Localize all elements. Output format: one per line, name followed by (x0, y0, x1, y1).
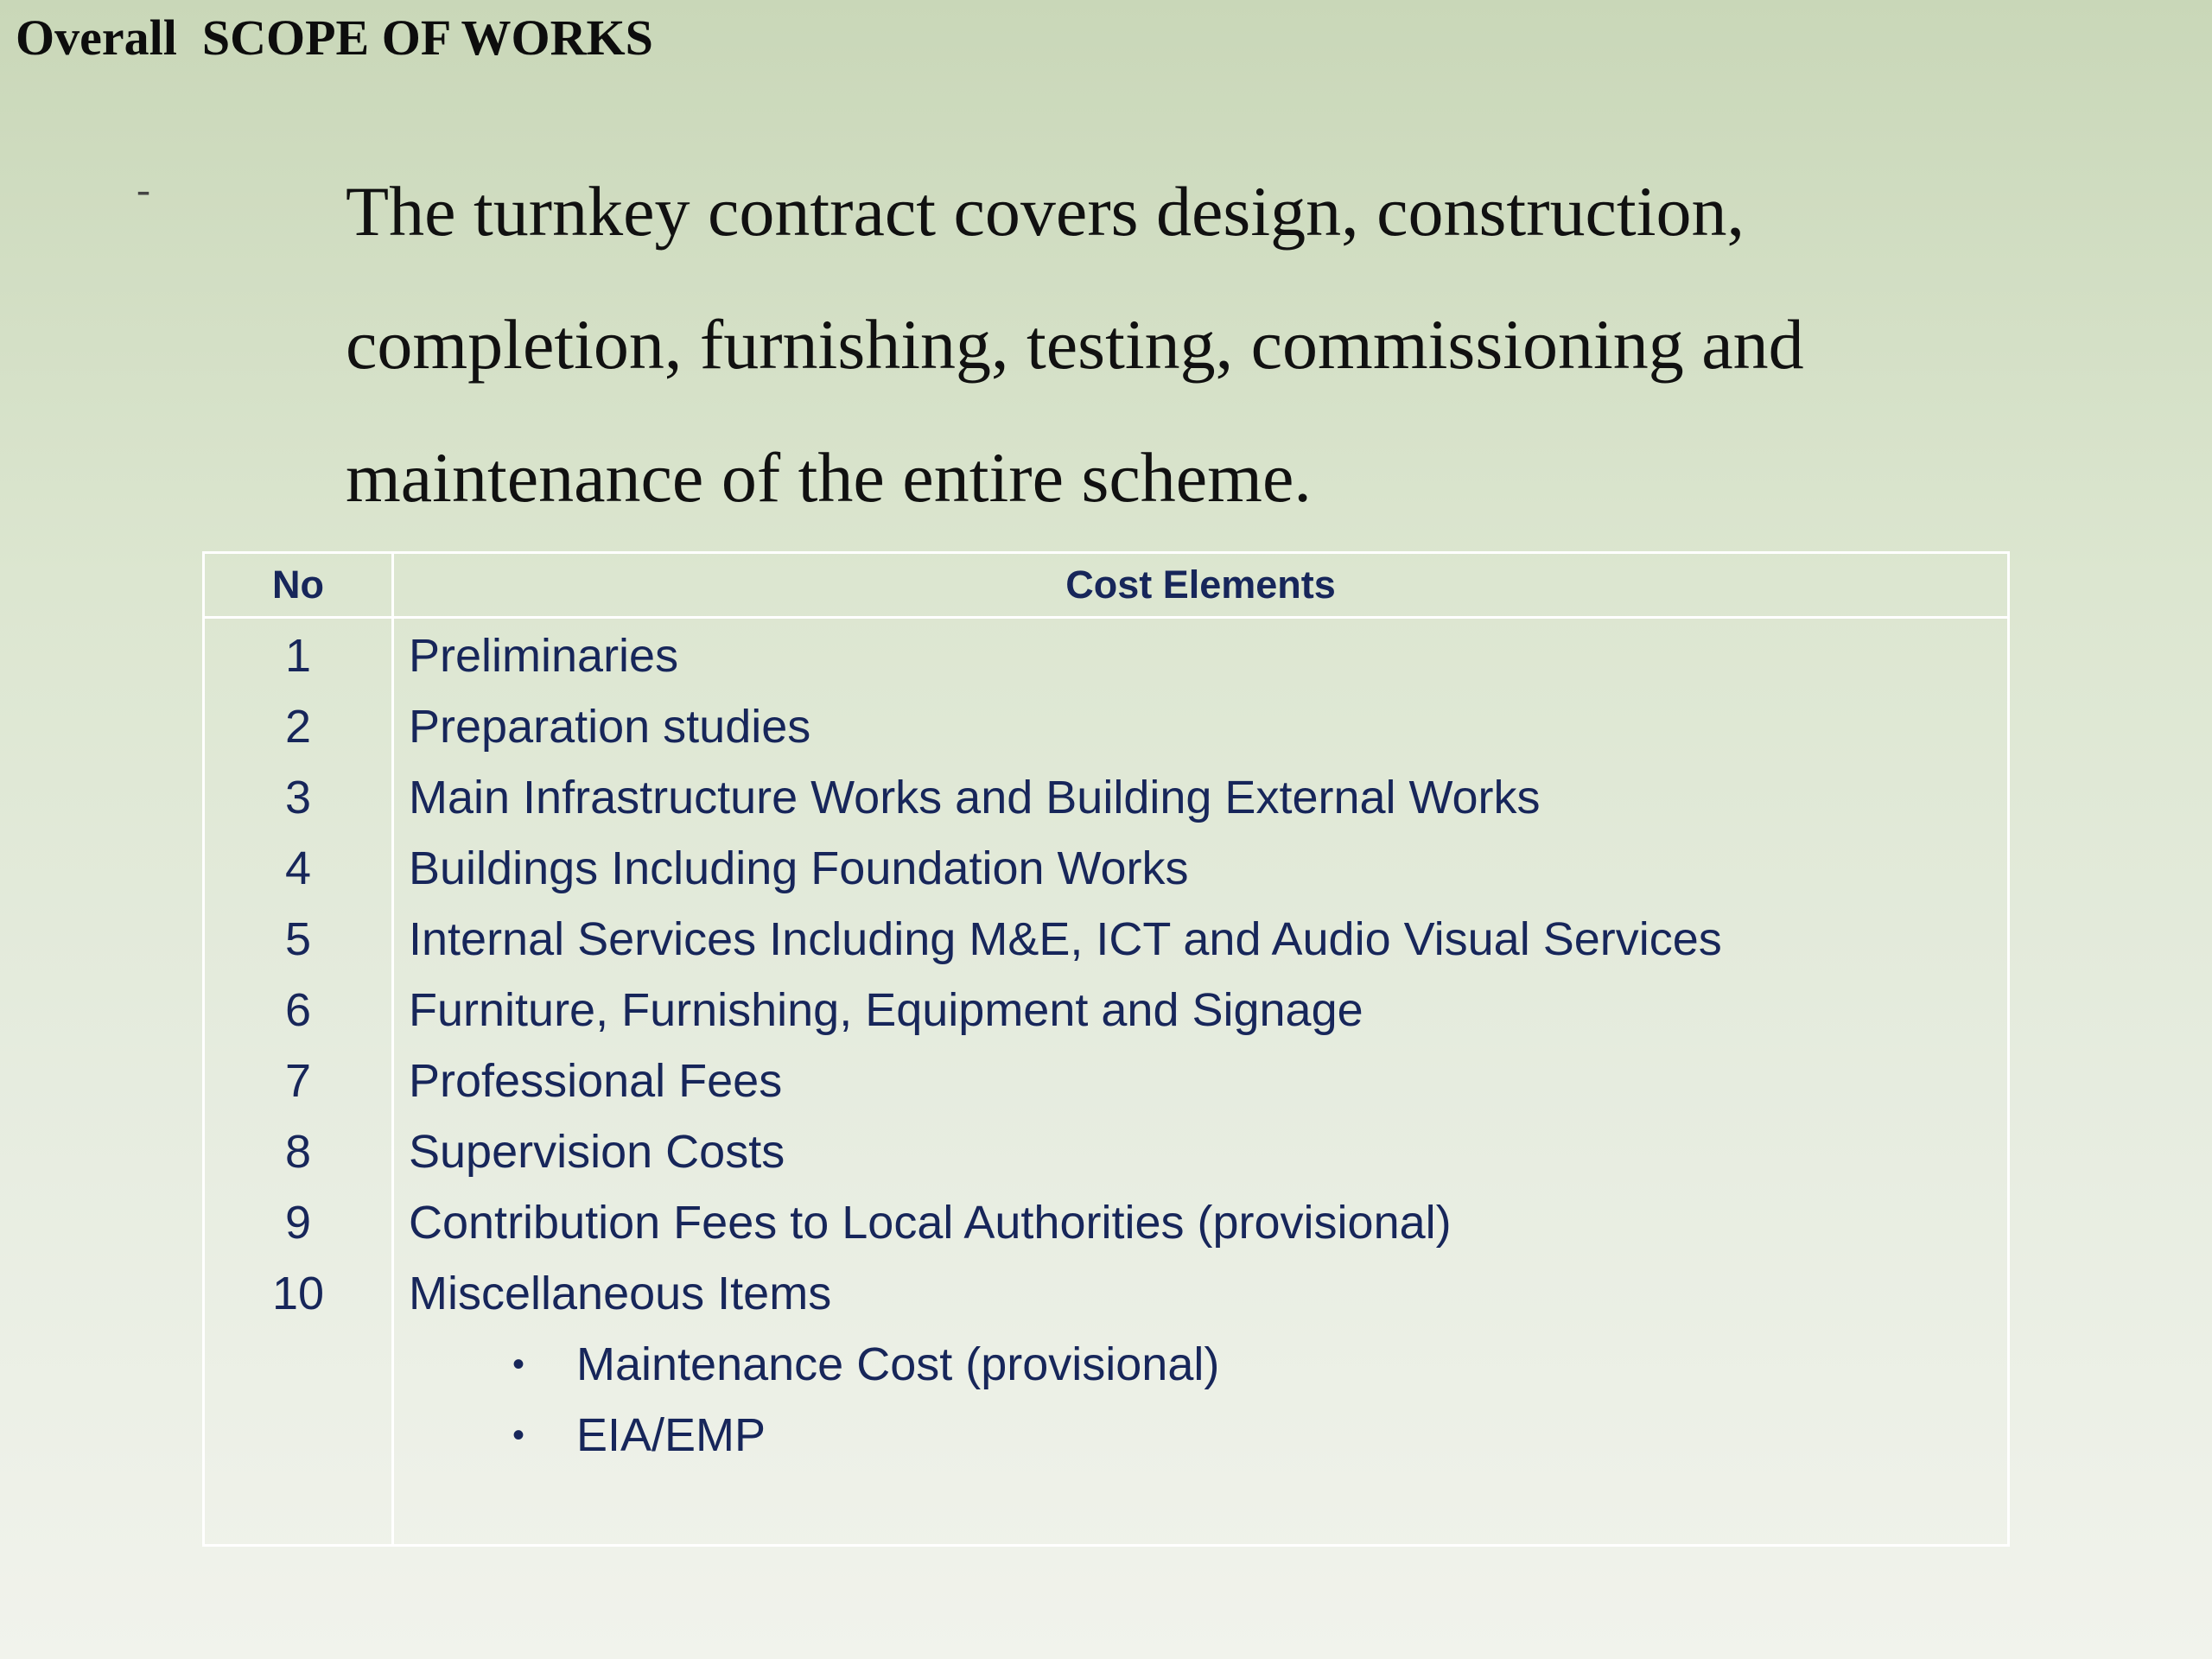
bullet-icon: • (512, 1345, 525, 1383)
table-row (205, 762, 2007, 833)
table-row (205, 1258, 2007, 1329)
table-row (205, 691, 2007, 762)
row-number: 10 (271, 1268, 325, 1319)
cost-element: Buildings Including Foundation Works (409, 842, 1189, 894)
row-number: 5 (284, 913, 312, 965)
cost-element: Professional Fees (409, 1055, 783, 1107)
cost-element: Contribution Fees to Local Authorities (provisional) (409, 1197, 1452, 1249)
table-row (205, 1187, 2007, 1258)
cost-element: Internal Services Including M&E, ICT and Audio Visual Services (409, 913, 1722, 965)
table-row (205, 1046, 2007, 1116)
bullet-icon: • (512, 1416, 525, 1454)
cost-element: Miscellaneous Items (409, 1268, 832, 1319)
sub-item-text: EIA/EMP (576, 1409, 766, 1461)
row-number: 6 (284, 984, 312, 1036)
sub-list-item (205, 1400, 2007, 1471)
table-row (205, 904, 2007, 975)
cost-element: Main Infrastructure Works and Building External Works (409, 772, 1541, 823)
sub-list-item (205, 1329, 2007, 1400)
table-row (205, 1116, 2007, 1187)
cost-element: Furniture, Furnishing, Equipment and Signage (409, 984, 1363, 1036)
row-number: 3 (284, 772, 312, 823)
table-header-row (205, 554, 2007, 619)
row-number: 7 (284, 1055, 312, 1107)
row-number: 8 (284, 1126, 312, 1178)
row-number: 2 (284, 701, 312, 753)
cost-elements-table (202, 551, 2010, 1547)
bullet-dash: - (137, 167, 150, 213)
cost-element: Supervision Costs (409, 1126, 785, 1178)
sub-item-text: Maintenance Cost (provisional) (576, 1338, 1220, 1390)
cost-element: Preparation studies (409, 701, 811, 753)
slide-title: Overall SCOPE OF WORKS (16, 10, 653, 66)
table-row (205, 833, 2007, 904)
cost-element: Preliminaries (409, 630, 679, 682)
table-row (205, 975, 2007, 1046)
header-cost-elements: Cost Elements (1065, 563, 1336, 607)
table-body (205, 619, 2007, 1471)
table-row (205, 620, 2007, 691)
intro-paragraph: The turnkey contract covers design, construction, completion, furnishing, testing, commissioning and maintenance of the entire scheme. (346, 172, 1804, 517)
row-number: 4 (284, 842, 312, 894)
row-number: 1 (284, 630, 312, 682)
header-no: No (272, 563, 324, 607)
row-number: 9 (284, 1197, 312, 1249)
